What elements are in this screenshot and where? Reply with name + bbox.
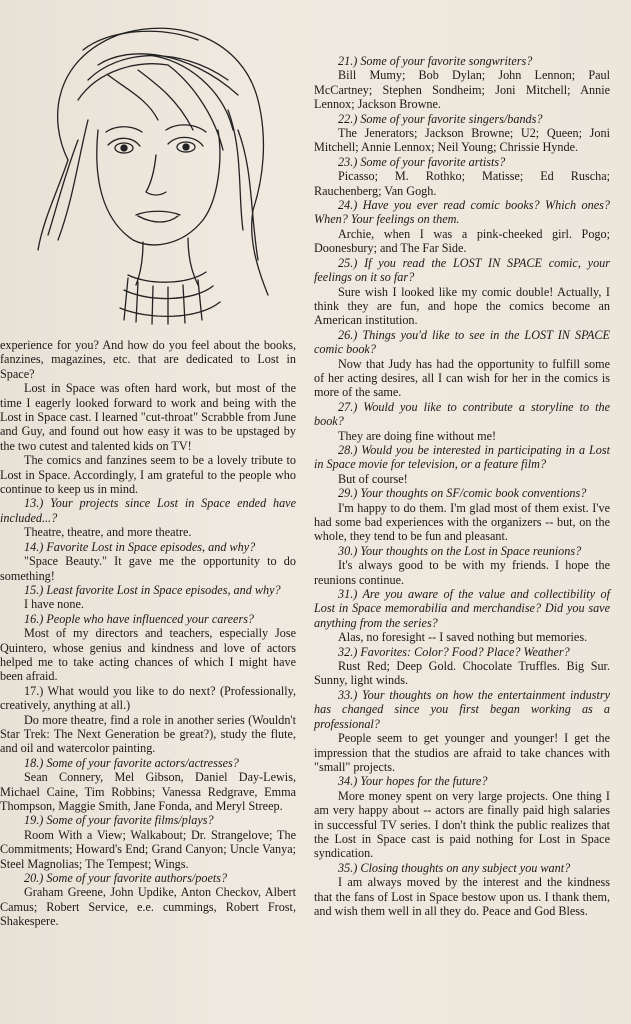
question-text: 28.) Would you be interested in participating in a Lost in Space movie for television, or a feature film? <box>314 442 610 472</box>
answer-text: More money spent on very large projects. One thing I am very happy about -- actors are finally paid high salaries in successful TV series. I don't think the public realizes that the Lost in Space cast is paid nothing for Lost in Space syndication. <box>314 788 610 861</box>
question-text: 21.) Some of your favorite songwriters? <box>338 54 533 68</box>
question-text: 31.) Are you aware of the value and collectibility of Lost in Space memorabilia and merchandise? Did you save anything from the series? <box>314 587 610 630</box>
question-text: 25.) If you read the LOST IN SPACE comic, your feelings on it so far? <box>314 255 610 285</box>
question-text: 30.) Your thoughts on the Lost in Space reunions? <box>338 543 582 558</box>
answer-text: They are doing fine without me! <box>338 428 497 443</box>
answer-text: The comics and fanzines seem to be a lovely tribute to Lost in Space. Accordingly, I am grateful to the people who continue to keep us in mind. <box>0 453 296 497</box>
question-text: 35.) Closing thoughts on any subject you want? <box>338 860 571 875</box>
answer-text: The Jenerators; Jackson Browne; U2; Queen; Joni Mitchell; Annie Lennox; Neil Young; Chrissie Hynde. <box>314 126 610 155</box>
answer-text: "Space Beauty." It gave me the opportunity to do something! <box>0 554 296 583</box>
answer-text: Sean Connery, Mel Gibson, Daniel Day-Lewis, Michael Caine, Tim Robbins; Vanessa Redgrave, Emma Thompson, Maggie Smith, Jane Fonda, and Meryl Streep. <box>0 770 296 813</box>
question-text: 24.) Have you ever read comic books? Which ones? When? Your feelings on them. <box>314 198 610 227</box>
question-text: 26.) Things you'd like to see in the LOST IN SPACE comic book? <box>314 327 610 357</box>
left-column <box>0 338 296 929</box>
answer-text: It's always good to be with my friends. I hope the reunions continue. <box>314 558 610 587</box>
question-text: 13.) Your projects since Lost in Space ended have included...? <box>0 496 296 525</box>
question-text: 33.) Your thoughts on how the entertainment industry has changed since you first began working as a professional? <box>314 687 610 731</box>
question-text: 18.) Some of your favorite actors/actresses? <box>24 755 239 770</box>
answer-text: Sure wish I looked like my comic double! Actually, I think they are fun, and hope the comics become an American institution. <box>314 284 610 328</box>
answer-text: experience for you? And how do you feel about the books, fanzines, magazines, etc. that are dedicated to Lost in Space? <box>0 338 296 381</box>
answer-text: But of course! <box>338 471 408 486</box>
answer-text: Archie, when I was a pink-cheeked girl. Pogo; Doonesbury; and The Far Side. <box>314 226 610 256</box>
answer-text: Rust Red; Deep Gold. Chocolate Truffles. Big Sur. Sunny, light winds. <box>314 659 610 688</box>
answer-text: Picasso; M. Rothko; Matisse; Ed Ruscha; Rauchenberg; Van Gogh. <box>314 169 610 198</box>
answer-text: Lost in Space was often hard work, but most of the time I eagerly looked forward to work and being with the Lost in Space cast. I learned "cut-throat" Scrabble from June and Guy, and found out how easy it was to be upstaged by the two cutest and talented kids on TV! <box>0 381 296 453</box>
question-text: 17.) What would you like to do next? (Professionally, creatively, anything at all.) <box>0 683 296 713</box>
answer-text: Now that Judy has had the opportunity to fulfill some of her acting desires, all I can wish for her in the comics is more of the same. <box>314 356 610 400</box>
question-text: 15.) Least favorite Lost in Space episodes, and why? <box>24 582 281 597</box>
question-text: 23.) Some of your favorite artists? <box>338 154 506 169</box>
answer-text: Graham Greene, John Updike, Anton Checkov, Albert Camus; Robert Service, e.e. cummings, Robert Frost, Shakespere. <box>0 885 296 929</box>
answer-text: I'm happy to do them. I'm glad most of them exist. I've had some bad experiences with the organizers -- but, on the whole, they tend to be fun and pleasant. <box>314 500 610 544</box>
answer-text: Room With a View; Walkabout; Dr. Strangelove; The Commitments; Howard's End; Grand Canyon; Uncle Vanya; Steel Magnolias; The Tempest; Wings. <box>0 827 296 871</box>
answer-text: Most of my directors and teachers, especially Jose Quintero, whose genius and kindness and love of actors helped me to take acting chances of which I might have been afraid. <box>0 626 296 684</box>
answer-text: I have none. <box>24 597 84 612</box>
answer-text: Theatre, theatre, and more theatre. <box>24 525 192 540</box>
question-text: 16.) People who have influenced your careers? <box>24 611 255 626</box>
question-text: 19.) Some of your favorite films/plays? <box>24 813 214 828</box>
portrait-illustration <box>28 20 278 330</box>
answer-text: People seem to get younger and younger! I get the impression that the studios are afraid to take chances with "small" projects. <box>314 731 610 774</box>
question-text: 14.) Favorite Lost in Space episodes, and why? <box>24 539 256 554</box>
question-text: 22.) Some of your favorite singers/bands? <box>338 111 543 126</box>
right-column <box>314 54 610 918</box>
answer-text: I am always moved by the interest and the kindness that the fans of Lost in Space bestow upon us. I thank them, and wish them well in all they do. Peace and God Bless. <box>314 875 610 918</box>
answer-text: Bill Mumy; Bob Dylan; John Lennon; Paul McCartney; Stephen Sondheim; Joni Mitchell; Annie Lennox; Jackson Browne. <box>314 68 610 112</box>
answer-text: Alas, no foresight -- I saved nothing but memories. <box>338 630 588 645</box>
question-text: 32.) Favorites: Color? Food? Place? Weather? <box>338 644 570 659</box>
question-text: 34.) Your hopes for the future? <box>338 774 488 789</box>
question-text: 27.) Would you like to contribute a storyline to the book? <box>314 399 610 429</box>
answer-text: Do more theatre, find a role in another series (Wouldn't Star Trek: The Next Generation be great?), study the flute, and oil and watercolor painting. <box>0 712 296 756</box>
question-text: 29.) Your thoughts on SF/comic book conventions? <box>338 486 587 501</box>
question-text: 20.) Some of your favorite authors/poets? <box>24 871 228 886</box>
